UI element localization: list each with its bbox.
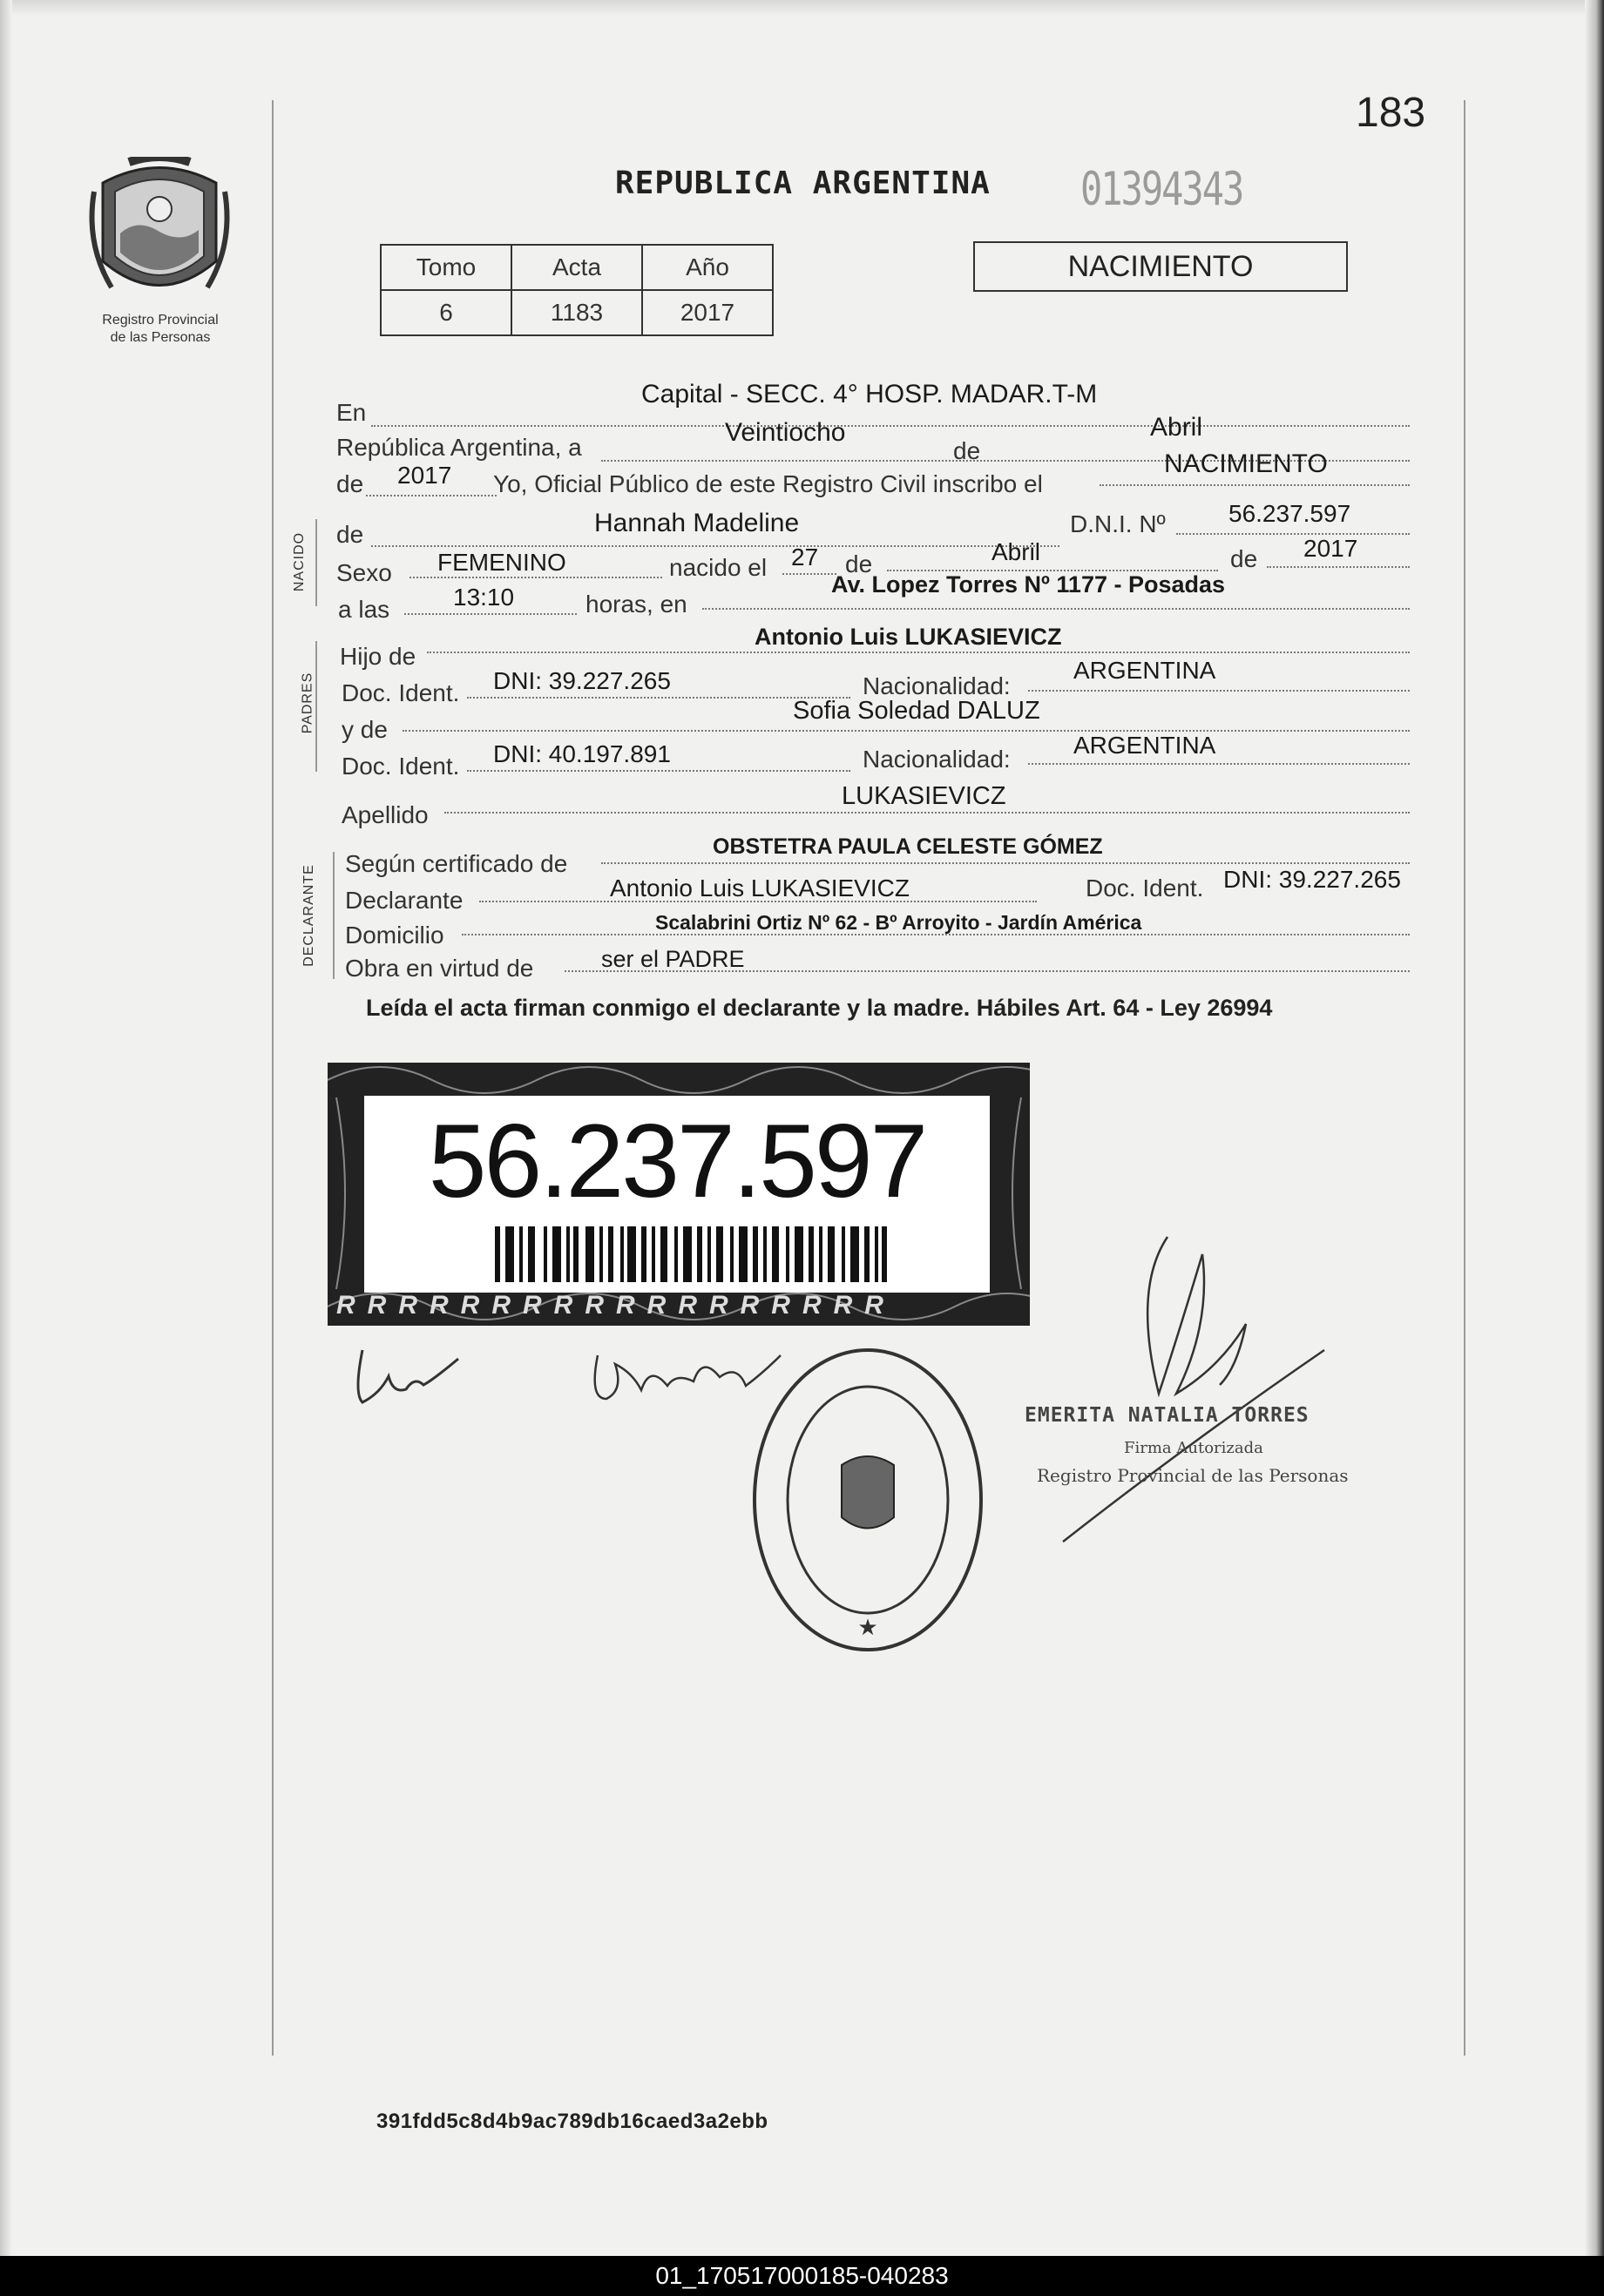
domicilio-label: Domicilio [345, 922, 444, 949]
apellido-value: LUKASIEVICZ [842, 782, 1006, 810]
official-stamp [746, 1343, 990, 1657]
nacido-de-label3: de [1230, 545, 1258, 572]
inscribe-value: NACIMIENTO [1164, 449, 1328, 478]
official-name: EMERITA NATALIA TORRES [1025, 1404, 1310, 1427]
sexo-value: FEMENINO [437, 549, 566, 576]
record-type-box: NACIMIENTO [973, 241, 1348, 292]
domicilio-value: Scalabrini Ortiz Nº 62 - Bº Arroyito - Jardín América [655, 911, 1142, 934]
page-number: 183 [1356, 90, 1426, 136]
record-header-acta: Acta [511, 245, 642, 290]
father-dotted-line [427, 652, 1410, 653]
certificado-label: Según certificado de [345, 850, 568, 877]
en-dotted-line [371, 425, 1410, 427]
father-nationality: ARGENTINA [1073, 657, 1216, 684]
republica-label: República Argentina, a [336, 434, 582, 461]
record-value-anio: 2017 [642, 290, 773, 335]
certificado-value: OBSTETRA PAULA CELESTE GÓMEZ [713, 834, 1103, 859]
official-registry: Registro Provincial de las Personas [1037, 1465, 1349, 1486]
dni-card [364, 1096, 990, 1293]
registry-caption-line2: de las Personas [110, 330, 211, 345]
birth-time: 13:10 [453, 584, 515, 611]
serial-number: 01394343 [1080, 162, 1243, 216]
nacido-de-label: de [336, 521, 364, 548]
dni-barcode [495, 1226, 887, 1282]
declarant-signature [345, 1341, 476, 1411]
dni-dotted-line [1176, 533, 1410, 535]
document-hash: 391fdd5c8d4b9ac789db16caed3a2ebb [376, 2110, 768, 2133]
record-table-header-row [381, 245, 773, 290]
birth-year-dotted-line [1267, 566, 1410, 568]
year-value: 2017 [397, 462, 452, 489]
birth-year: 2017 [1303, 535, 1358, 562]
declarante-section-label: DECLARANTE [301, 864, 316, 967]
officer-text: Yo, Oficial Público de este Registro Civil inscribo el [493, 470, 1043, 497]
inscribe-dotted-line [1100, 484, 1410, 486]
father-nationality-label: Nacionalidad: [863, 672, 1011, 699]
declarante-doc: DNI: 39.227.265 [1223, 866, 1401, 893]
declarante-label: Declarante [345, 887, 464, 914]
document-title: REPUBLICA ARGENTINA [615, 165, 991, 201]
obra-label: Obra en virtud de [345, 955, 534, 982]
apellido-dotted-line [444, 812, 1410, 814]
nacido-section-rule [315, 519, 317, 606]
nacido-el-label: nacido el [669, 554, 768, 581]
closing-statement: Leída el acta firman conmigo el declarante y la madre. Hábiles Art. 64 - Ley 26994 [366, 995, 1273, 1021]
page-top-shade [0, 0, 1604, 16]
mother-doc-dotted-line [467, 770, 850, 772]
record-value-acta: 1183 [511, 290, 642, 335]
page-right-shade [1585, 0, 1604, 2256]
provincial-seal-icon [85, 157, 233, 314]
time-dotted-line [404, 613, 577, 615]
record-value-tomo: 6 [381, 290, 511, 335]
declarante-section-rule [333, 852, 335, 979]
y-de-label: y de [342, 716, 388, 743]
official-title: Firma Autorizada [1124, 1439, 1263, 1457]
child-dni: 56.237.597 [1228, 500, 1351, 527]
record-table [380, 244, 774, 336]
dni-label: D.N.I. Nº [1070, 510, 1166, 537]
mother-name: Sofia Soledad DALUZ [793, 697, 1040, 725]
dni-number-large: 56.237.597 [428, 1103, 926, 1219]
obra-value: ser el PADRE [601, 946, 745, 972]
mother-nationality: ARGENTINA [1073, 732, 1216, 759]
name-dotted-line [371, 545, 1059, 547]
mother-doc: DNI: 40.197.891 [493, 740, 671, 767]
de-label: de [953, 437, 981, 464]
sexo-label: Sexo [336, 559, 392, 586]
horas-label: horas, en [585, 591, 687, 618]
birth-day-dotted-line [782, 573, 836, 575]
day-value: Veintiocho [725, 418, 846, 447]
mother-nationality-label: Nacionalidad: [863, 746, 1011, 773]
place-dotted-line [702, 608, 1410, 610]
nacido-de-label2: de [845, 550, 873, 577]
mother-doc-label: Doc. Ident. [342, 753, 460, 780]
birth-month: Abril [992, 538, 1041, 565]
year-dotted-line [366, 495, 497, 496]
record-header-tomo: Tomo [381, 245, 511, 290]
child-name: Hannah Madeline [594, 509, 800, 537]
registry-caption [73, 312, 247, 347]
frame-right-rule [1464, 100, 1465, 2056]
declarante-value: Antonio Luis LUKASIEVICZ [610, 875, 910, 902]
nacido-section-label: NACIDO [292, 531, 308, 592]
en-value: Capital - SECC. 4° HOSP. MADAR.T-M [641, 380, 1098, 409]
father-doc: DNI: 39.227.265 [493, 667, 671, 694]
father-name: Antonio Luis LUKASIEVICZ [755, 624, 1062, 650]
record-header-anio: Año [642, 245, 773, 290]
month-value: Abril [1150, 413, 1203, 442]
r-pattern-strip: RRRRRRRRRRRRRRRRRR [336, 1291, 896, 1320]
footer-filename: 01_170517000185-040283 [655, 2262, 949, 2289]
record-table-value-row [381, 290, 773, 335]
frame-left-rule [272, 100, 274, 2056]
mother-dotted-line [403, 730, 1410, 732]
hijo-de-label: Hijo de [340, 643, 416, 670]
a-las-label: a las [338, 596, 390, 623]
declarante-doc-label: Doc. Ident. [1086, 875, 1204, 902]
birth-place: Av. Lopez Torres Nº 1177 - Posadas [831, 571, 1226, 598]
apellido-label: Apellido [342, 801, 429, 828]
birth-day: 27 [791, 544, 819, 571]
father-doc-label: Doc. Ident. [342, 679, 460, 706]
official-signature [1028, 1219, 1377, 1550]
mother-nationality-dotted-line [1028, 763, 1410, 765]
svg-text:★: ★ [857, 1614, 878, 1640]
registry-caption-line1: Registro Provincial [102, 313, 219, 328]
page-left-shade [0, 0, 12, 2256]
certificado-dotted-line [601, 862, 1410, 864]
father-nationality-dotted-line [1028, 690, 1410, 692]
sexo-dotted-line [409, 577, 662, 578]
de2-label: de [336, 470, 364, 497]
en-label: En [336, 399, 367, 426]
dni-security-band [328, 1063, 1030, 1326]
padres-section-label: PADRES [300, 672, 315, 734]
